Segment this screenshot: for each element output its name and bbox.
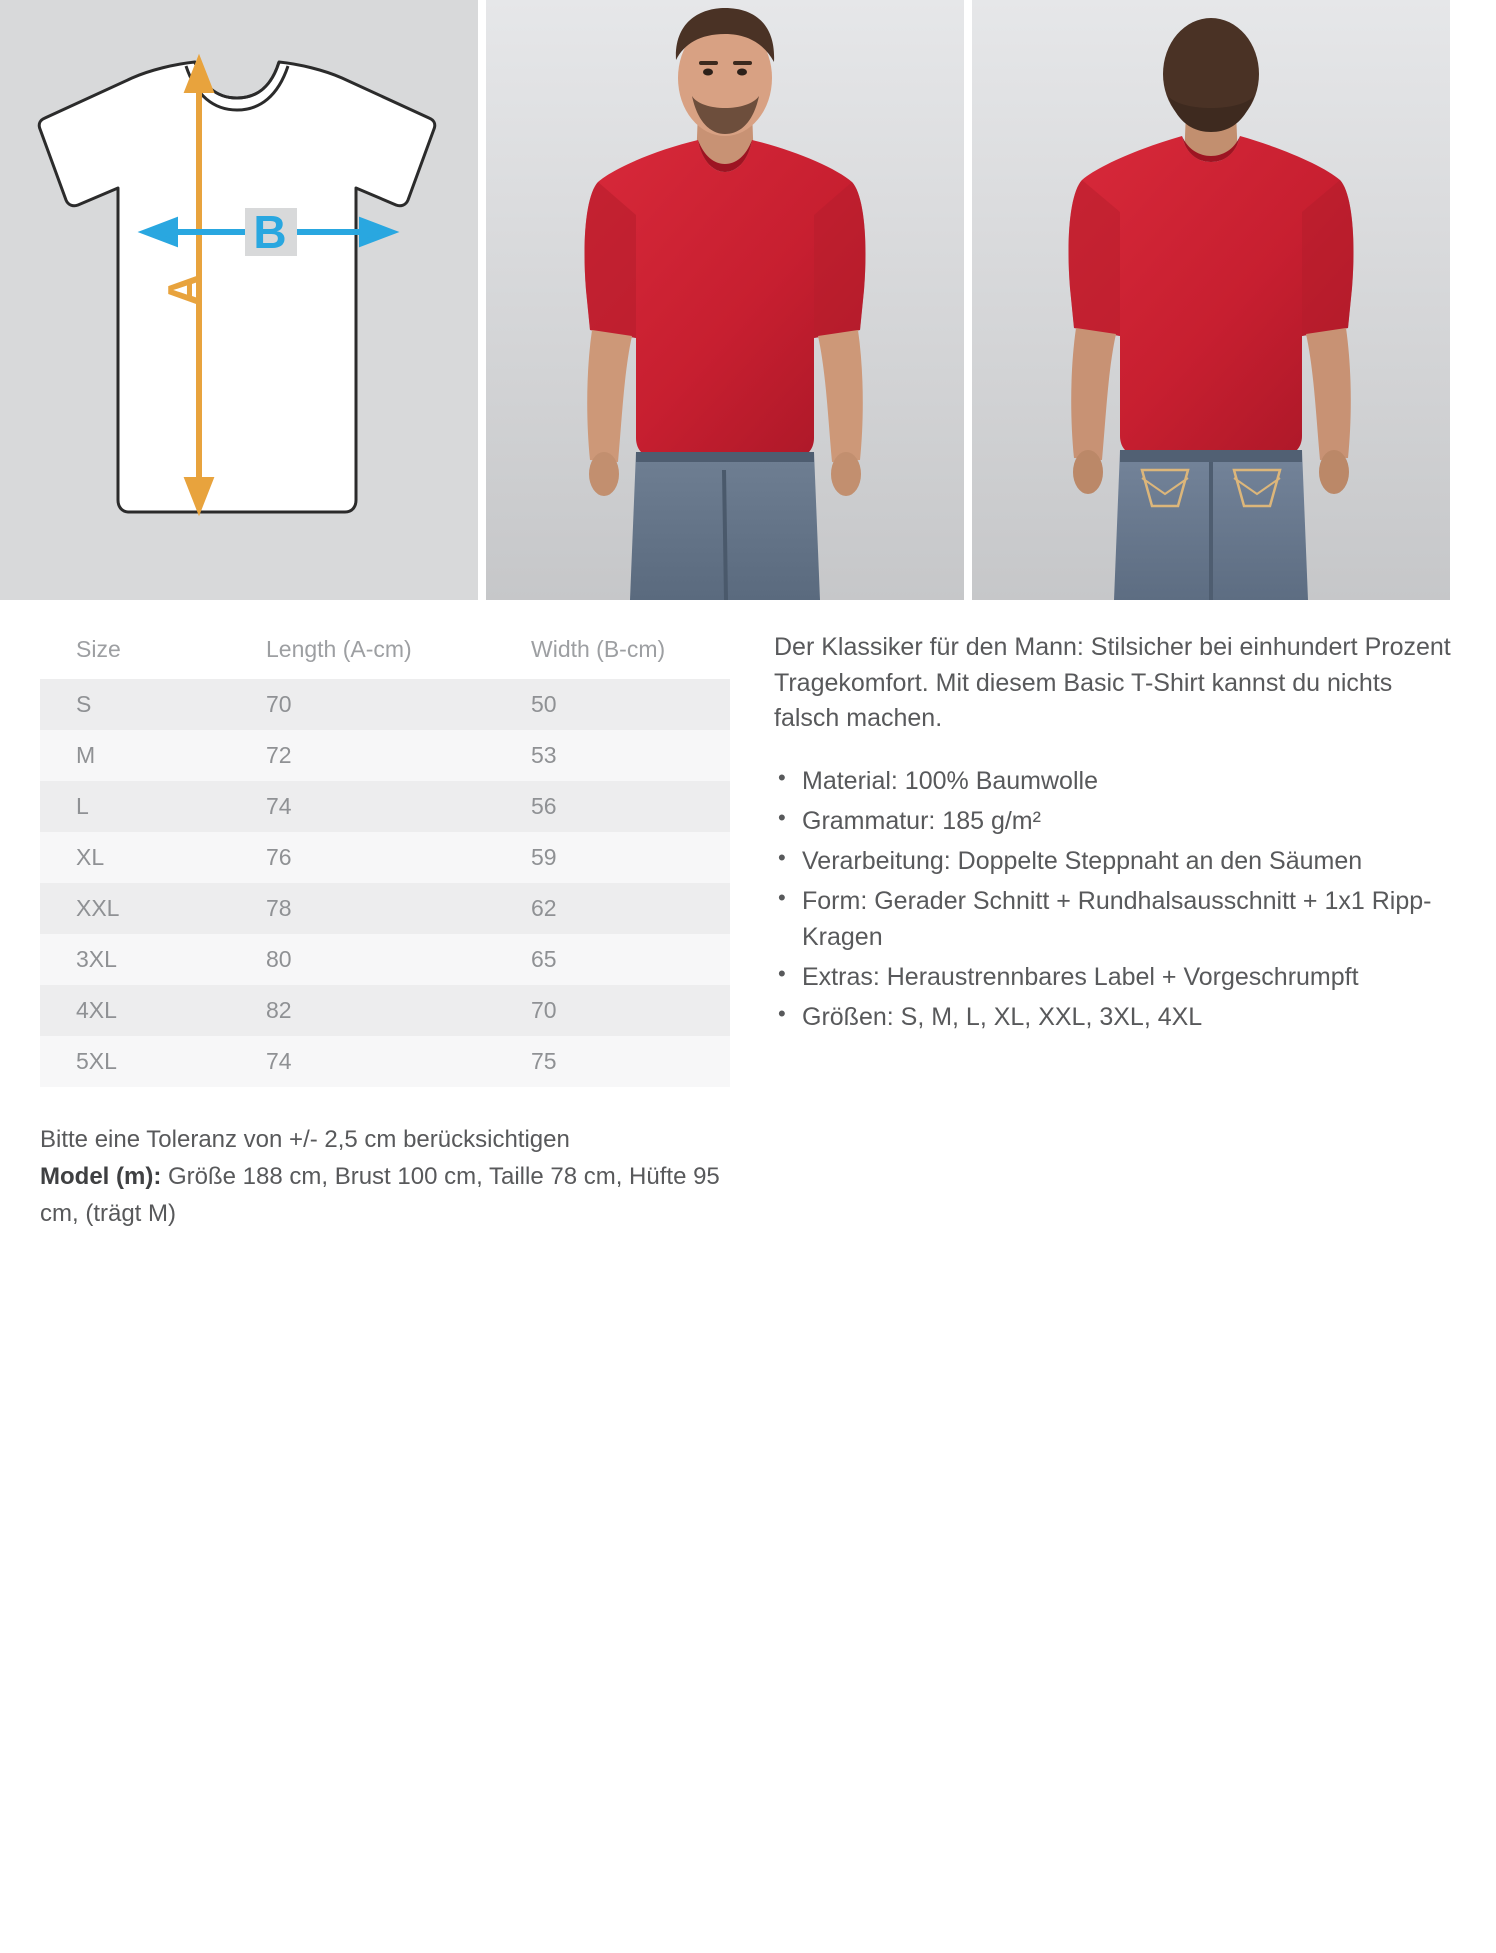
model-back-photo: [972, 0, 1450, 600]
table-row: [40, 934, 730, 985]
product-details: [0, 600, 1496, 1233]
description-paragraph: Der Klassiker für den Mann: Stilsicher bei einhundert Prozent Tragekomfort. Mit diesem Basic T-Shirt kannst du nichts falsch machen.: [774, 633, 1451, 732]
cell-size: 3XL: [40, 934, 230, 985]
cell-length: 70: [230, 679, 495, 730]
cell-width: 62: [495, 883, 730, 934]
cell-size: S: [40, 679, 230, 730]
cell-length: 74: [230, 1036, 495, 1087]
cell-width: 56: [495, 781, 730, 832]
cell-size: XL: [40, 832, 230, 883]
table-header-row: [40, 622, 730, 679]
spec-list: [774, 763, 1454, 1035]
cell-length: 82: [230, 985, 495, 1036]
cell-size: 4XL: [40, 985, 230, 1036]
size-diagram: [0, 0, 478, 600]
table-row: [40, 781, 730, 832]
cell-width: 75: [495, 1036, 730, 1087]
size-notes: [40, 1121, 720, 1233]
tolerance-note: Bitte eine Toleranz von +/- 2,5 cm berücksichtigen: [40, 1126, 570, 1153]
model-front-photo: [486, 0, 964, 600]
cell-length: 72: [230, 730, 495, 781]
tshirt-outline-icon: [0, 0, 478, 600]
diagram-label-b: B: [253, 206, 287, 258]
cell-length: 76: [230, 832, 495, 883]
table-row: [40, 832, 730, 883]
list-item: • Material: 100% Baumwolle: [774, 763, 1454, 799]
list-item: • Verarbeitung: Doppelte Steppnaht an den Säumen: [774, 843, 1454, 879]
diagram-label-a: A: [158, 273, 210, 307]
column-header-length: Length (A-cm): [266, 636, 412, 662]
cell-size: M: [40, 730, 230, 781]
table-row: [40, 730, 730, 781]
description-column: [774, 622, 1454, 1233]
cell-width: 50: [495, 679, 730, 730]
cell-size: XXL: [40, 883, 230, 934]
list-item: • Form: Gerader Schnitt + Rundhalsausschnitt + 1x1 Ripp-Kragen: [774, 883, 1454, 955]
cell-length: 74: [230, 781, 495, 832]
cell-size: 5XL: [40, 1036, 230, 1087]
product-image-row: [0, 0, 1496, 600]
table-row: [40, 679, 730, 730]
cell-size: L: [40, 781, 230, 832]
column-header-width: Width (B-cm): [531, 636, 666, 662]
model-measurements: Größe 188 cm, Brust 100 cm, Taille 78 cm, Hüfte 95 cm, (trägt M): [40, 1163, 720, 1228]
model-note: [40, 1158, 720, 1232]
cell-length: 78: [230, 883, 495, 934]
cell-width: 65: [495, 934, 730, 985]
list-item: • Grammatur: 185 g/m²: [774, 803, 1454, 839]
cell-width: 70: [495, 985, 730, 1036]
cell-width: 59: [495, 832, 730, 883]
size-chart-column: [40, 622, 730, 1233]
column-header-size: Size: [76, 636, 121, 662]
size-chart-table: [40, 622, 730, 1087]
list-item: • Extras: Heraustrennbares Label + Vorgeschrumpft: [774, 959, 1454, 995]
model-label: Model (m):: [40, 1163, 162, 1191]
table-row: [40, 883, 730, 934]
table-row: [40, 1036, 730, 1087]
list-item: • Größen: S, M, L, XL, XXL, 3XL, 4XL: [774, 999, 1454, 1035]
cell-length: 80: [230, 934, 495, 985]
cell-width: 53: [495, 730, 730, 781]
table-row: [40, 985, 730, 1036]
